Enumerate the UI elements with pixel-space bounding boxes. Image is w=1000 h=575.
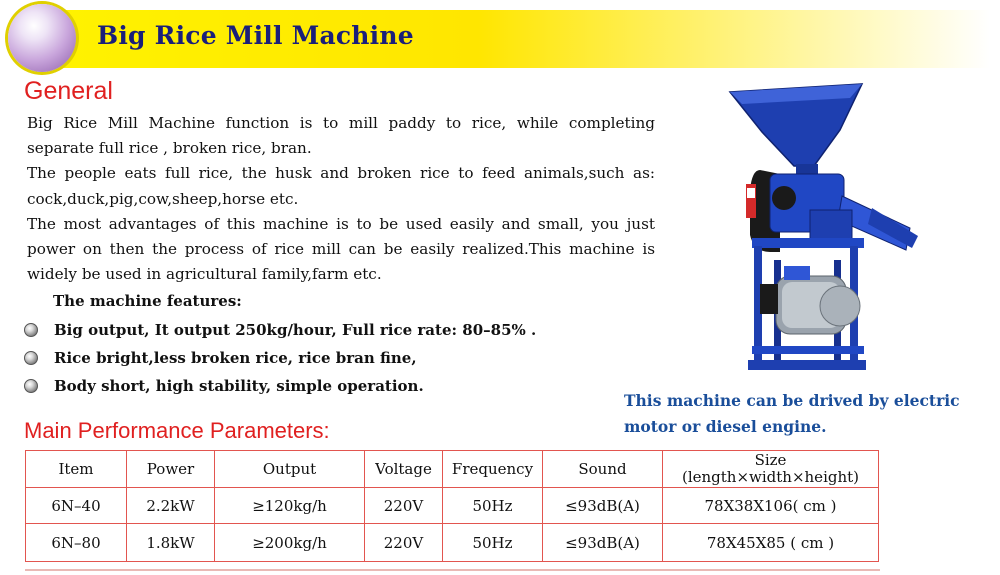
table-cell: 78X45X85 ( cm ) bbox=[663, 524, 879, 562]
column-header: Voltage bbox=[365, 451, 443, 488]
feature-text: Big output, It output 250kg/hour, Full rice rate: 80–85% . bbox=[54, 321, 537, 339]
table-cell: 2.2kW bbox=[127, 488, 215, 524]
table-cell: 50Hz bbox=[443, 524, 543, 562]
general-heading: General bbox=[24, 77, 113, 105]
features-list bbox=[24, 316, 536, 400]
table-cell: 1.8kW bbox=[127, 524, 215, 562]
power-source-caption: This machine can be drived by electric motor or diesel engine. bbox=[624, 391, 960, 436]
rice-mill-machine-image bbox=[722, 70, 922, 390]
table-row bbox=[26, 524, 879, 562]
table-cell: 6N–40 bbox=[26, 488, 127, 524]
bottom-divider bbox=[25, 569, 880, 571]
intro-paragraph: The most advantages of this machine is to be used easily and small, you just power on then the process of rice mill can be easily realized.This machine is widely be used in agricultural family,farm etc. bbox=[27, 214, 655, 284]
parameters-table bbox=[25, 450, 879, 562]
table-cell: ≥120kg/h bbox=[215, 488, 365, 524]
feature-item bbox=[24, 344, 536, 372]
table-row bbox=[26, 488, 879, 524]
bullet-icon bbox=[24, 323, 38, 337]
table-cell: 220V bbox=[365, 488, 443, 524]
table-cell: 50Hz bbox=[443, 488, 543, 524]
size-header-label: Size bbox=[754, 451, 787, 469]
column-header-size bbox=[663, 451, 879, 488]
column-header: Output bbox=[215, 451, 365, 488]
table-cell: ≤93dB(A) bbox=[543, 488, 663, 524]
table-cell: 220V bbox=[365, 524, 443, 562]
feature-item bbox=[24, 316, 536, 344]
feature-text: Rice bright,less broken rice, rice bran fine, bbox=[54, 349, 417, 367]
column-header: Item bbox=[26, 451, 127, 488]
size-header-subtitle: (length×width×height) bbox=[681, 468, 860, 486]
column-header: Frequency bbox=[443, 451, 543, 488]
general-description bbox=[27, 111, 655, 287]
features-title: The machine features: bbox=[53, 292, 242, 310]
feature-item bbox=[24, 372, 536, 400]
purple-sphere-icon bbox=[8, 4, 76, 72]
bullet-icon bbox=[24, 379, 38, 393]
table-cell: ≥200kg/h bbox=[215, 524, 365, 562]
table-cell: 6N–80 bbox=[26, 524, 127, 562]
bullet-icon bbox=[24, 351, 38, 365]
intro-paragraph: The people eats full rice, the husk and broken rice to feed animals,such as: cock,duck,pig,cow,sheep,horse etc. bbox=[27, 164, 655, 208]
table-header-row bbox=[26, 451, 879, 488]
table-cell: 78X38X106( cm ) bbox=[663, 488, 879, 524]
column-header: Sound bbox=[543, 451, 663, 488]
column-header: Power bbox=[127, 451, 215, 488]
parameters-heading: Main Performance Parameters: bbox=[24, 418, 330, 443]
page-title: Big Rice Mill Machine bbox=[97, 21, 414, 50]
intro-paragraph: Big Rice Mill Machine function is to mill paddy to rice, while completing separate full rice , broken rice, bran. bbox=[27, 114, 655, 158]
table-cell: ≤93dB(A) bbox=[543, 524, 663, 562]
feature-text: Body short, high stability, simple operation. bbox=[54, 377, 424, 395]
